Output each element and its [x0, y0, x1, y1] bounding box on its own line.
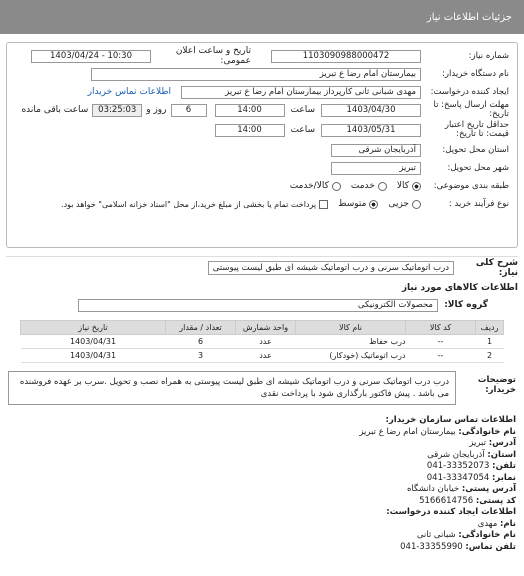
creator-label: ایجاد کننده درخواست:: [430, 87, 509, 97]
radio-selected-icon: [369, 200, 378, 209]
radio-empty-icon: [412, 200, 421, 209]
cell-date: 1403/04/31: [21, 349, 166, 363]
org-contact-block: [8, 415, 516, 553]
cell-name: درب اتوماتیک (خودکار): [296, 349, 406, 363]
need-number-field: 1103090988000472: [271, 50, 421, 63]
days-label: روز و: [146, 105, 167, 115]
page-header: [0, 0, 524, 34]
cell-qty: 3: [166, 349, 236, 363]
cell-date: 1403/04/31: [21, 335, 166, 349]
cell-row: 1: [476, 335, 504, 349]
cell-qty: 6: [166, 335, 236, 349]
validity-time-label: ساعت: [290, 125, 315, 135]
province-field: آذربایجان شرقی: [331, 144, 421, 157]
deadline-label: مهلت ارسال پاسخ: تا تاریخ:: [433, 100, 509, 119]
deadline-date-field: 1403/04/30: [321, 104, 421, 117]
col-name: نام کالا: [296, 321, 406, 335]
goods-table: [20, 320, 504, 363]
purchase-type-label: نوع فرآیند خرید :: [448, 199, 509, 209]
contact-line: تلفن: 041-33352073: [426, 461, 516, 471]
radio-empty-icon: [378, 182, 387, 191]
remaining-label: ساعت باقی مانده: [21, 105, 89, 115]
goods-section: [6, 280, 518, 363]
page-title: جزئیات اطلاعات نیاز: [426, 11, 512, 23]
buyer-note-label: توضیحات خریدار:: [477, 375, 516, 395]
need-description-value: درب اتوماتیک سرنی و درب اتوماتیک شیشه ای طبق لیست پیوستی: [208, 261, 454, 275]
payment-note: پرداخت تمام یا بخشی از مبلغ خرید،از محل "اسناد خزانه اسلامی" خواهد بود.: [61, 199, 317, 209]
validity-time-field: 14:00: [215, 124, 285, 137]
province-label: استان محل تحویل:: [442, 145, 509, 155]
cell-unit: عدد: [236, 335, 296, 349]
deadline-time-field: 14:00: [215, 104, 285, 117]
contact-line: کد پستی: 5166614756: [419, 495, 516, 506]
col-row: ردیف: [476, 321, 504, 335]
buyer-field: بیمارستان امام رضا ع تبریز: [91, 68, 421, 81]
table-row[interactable]: [21, 349, 504, 363]
contact-line: تلفن تماس: 041-33355990: [400, 541, 516, 552]
need-details-panel: [6, 42, 518, 248]
city-label: شهر محل تحویل:: [447, 163, 509, 173]
category-radio-both[interactable]: کالا/خدمت: [290, 181, 341, 191]
contact-buyer-link[interactable]: اطلاعات تماس خریدار: [87, 87, 171, 97]
goods-group-field: محصولات الکترونیکی: [78, 299, 438, 312]
org-contact-title: اطلاعات تماس سازمان خریدار:: [385, 415, 516, 425]
contact-line: آدرس: تبریز: [469, 438, 516, 448]
goods-title: اطلاعات کالاهای مورد نیاز: [401, 283, 518, 293]
announce-label: تاریخ و ساعت اعلان عمومی:: [175, 46, 251, 66]
cell-code: --: [406, 335, 476, 349]
remaining-time-field: 03:25:03: [92, 104, 142, 117]
goods-table-header: [21, 321, 504, 335]
buyer-label: نام دستگاه خریدار:: [442, 69, 509, 79]
need-description-label: شرح کلی نیاز:: [475, 257, 518, 278]
contact-line: نام خانوادگی: بیمارستان امام رضا ع تبریز: [359, 426, 516, 437]
cell-unit: عدد: [236, 349, 296, 363]
buyer-note-row: [8, 371, 516, 405]
purchase-radio-medium[interactable]: متوسط: [338, 199, 378, 209]
contact-line: نام: مهدی: [477, 518, 516, 529]
deadline-time-label: ساعت: [290, 105, 315, 115]
days-field: 6: [171, 104, 207, 117]
validity-label: حداقل تاریخ اعتبار قیمت: تا تاریخ:: [444, 120, 509, 139]
contact-line: آدرس پستی: خیابان دانشگاه: [406, 484, 516, 494]
category-radio-service[interactable]: خدمت: [351, 181, 387, 191]
cell-row: 2: [476, 349, 504, 363]
col-qty: تعداد / مقدار: [166, 321, 236, 335]
cell-name: درب حفاظ: [296, 335, 406, 349]
col-code: کد کالا: [406, 321, 476, 335]
buyer-note-value: درب درب اتوماتیک سرنی و درب اتوماتیک شیشه ای طبق لیست پیوستی به همراه نصب و تحویل .سرب بر عهده فروشنده می باشد . پیش فاکتور بارگذاری شود با پرداخت نقدی: [8, 371, 456, 405]
col-date: تاریخ نیاز: [21, 321, 166, 335]
creator-contact-title: اطلاعات ایجاد کننده درخواست:: [386, 507, 516, 517]
creator-field: مهدی شبانی ثانی کارپرداز بیمارستان امام رضا ع تبریز: [181, 86, 421, 99]
table-row[interactable]: [21, 335, 504, 349]
col-unit: واحد شمارش: [236, 321, 296, 335]
radio-selected-icon: [412, 182, 421, 191]
contact-line: نام خانوادگی: شبانی ثانی: [416, 530, 516, 540]
purchase-radio-minor[interactable]: جزیی: [388, 199, 421, 209]
need-description-row: [6, 256, 518, 278]
contact-line: نمابر: 041-33347054: [426, 472, 516, 483]
treasury-checkbox[interactable]: [319, 200, 328, 209]
need-number-label: شماره نیاز:: [468, 51, 509, 61]
validity-date-field: 1403/05/31: [321, 124, 421, 137]
radio-empty-icon: [332, 182, 341, 191]
category-label: طبقه بندی موضوعی:: [433, 181, 509, 191]
city-field: تبریز: [331, 162, 421, 175]
category-radio-goods[interactable]: کالا: [397, 181, 421, 191]
contact-line: استان: آذربایجان شرقی: [427, 449, 516, 460]
goods-group-label: گروه کالا:: [444, 300, 488, 310]
cell-code: --: [406, 349, 476, 363]
announce-field: 1403/04/24 - 10:30: [31, 50, 151, 63]
